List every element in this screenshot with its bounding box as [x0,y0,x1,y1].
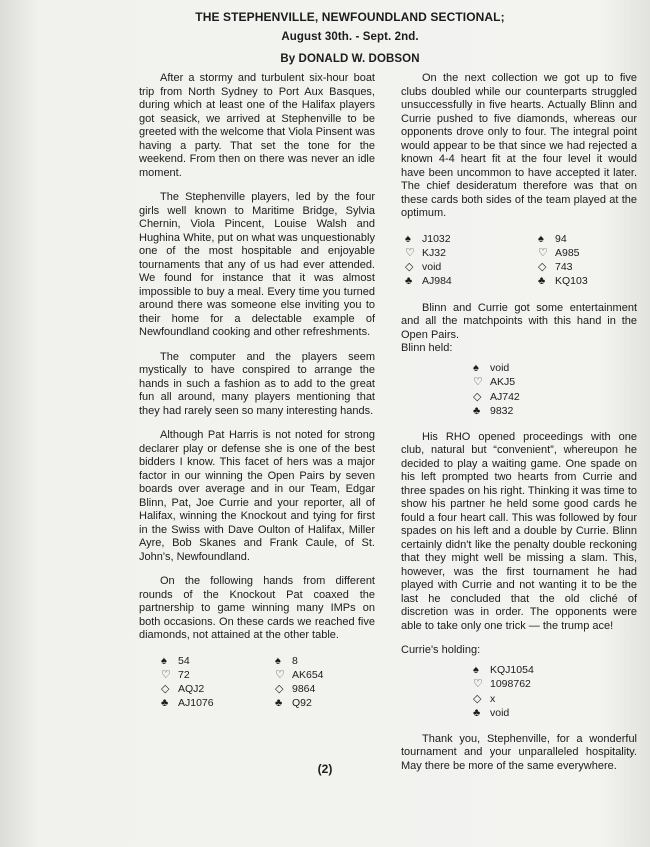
paragraph: The Stephenville players, led by the four girls well known to Maritime Bridge, Sylvia Chernin, Viola Pincent, Louise Walsh and Hughina White, put on what was unquestionably one of the most hospitable and enjoyable tournaments that any of us had ever attended. We found for instance that it was almost impossible to buy a meal. Every time you turned around there was someone else inviting you to their home for a delectable example of Newfoundland cooking and other refreshments. [139,191,375,338]
spade-icon: ♠ [473,361,479,374]
bridge-hand-east [275,654,324,710]
diamond-icon: ◇ [538,260,547,273]
diamonds-holding: x [490,692,496,705]
club-icon: ♣ [473,707,481,719]
blinn-label: Blinn held: [401,342,453,354]
spades-holding: 54 [178,654,190,667]
spades-holding: 8 [292,654,298,667]
paragraph: On the next collection we got up to five clubs doubled while our counterparts struggled unsuccessfully in five hearts. Actually Blinn and Currie pushed to five diamonds, whereas our opponents drove only to four. The integral point would appear to be that since we had rejected a known 4-4 heart fit at the four level it would have been uncommon to have accepted it later. The chief desideratum therefore was that on these cards both sides of the team played at the optimum. [401,72,637,219]
clubs-holding: AJ984 [422,274,452,287]
hand-diagram-pair [401,232,637,292]
heart-icon: ♡ [473,376,483,388]
heart-icon: ♡ [161,668,171,681]
clubs-holding: 9832 [490,405,514,417]
diamond-icon: ◇ [473,390,482,403]
paragraph: Thank you, Stephenville, for a wonderful tournament and your unparalleled hospitality. May there be more of the same everywhere. [401,732,637,772]
diamonds-holding: 743 [555,260,573,273]
heart-icon: ♡ [275,668,285,681]
hand-diagram-pair [139,654,375,714]
currie-label: Currie's holding: [401,644,481,656]
diamonds-holding: AJ742 [490,390,520,403]
page-number: (2) [317,762,333,776]
bridge-hand-east [538,232,588,288]
bridge-hand-blinn [473,361,637,419]
hearts-holding: 1098762 [490,678,531,690]
hearts-holding: AKJ5 [490,376,516,388]
clubs-holding: void [490,707,510,719]
spade-icon: ♠ [473,663,479,676]
hearts-holding: 72 [178,668,190,681]
spades-holding: KQJ1054 [490,663,534,676]
hearts-holding: KJ32 [422,246,446,259]
spades-holding: 94 [555,232,567,245]
article-dates: August 30th. - Sept. 2nd. [281,31,419,43]
article-byline: By DONALD W. DOBSON [280,53,420,65]
paragraph: Blinn and Currie got some entertainment and all the matchpoints with this hand in the Open Pairs. [401,301,637,341]
hearts-holding: AK654 [292,668,324,681]
spade-icon: ♠ [275,654,281,667]
bridge-hand-west [161,654,214,710]
spades-holding: void [490,361,510,374]
hearts-holding: A985 [555,246,580,259]
club-icon: ♣ [473,405,481,417]
spades-holding: J1032 [422,232,451,245]
club-icon: ♣ [275,696,283,709]
spade-icon: ♠ [538,232,544,245]
paragraph: The computer and the players seem mystically to have conspired to arrange the hands in such a fashion as to add to the great fun all around, many players mentioning that they had rarely seen so many interesting hands. [139,350,375,417]
left-column [139,72,375,724]
paragraph: His RHO opened proceedings with one club, natural but “convenient”, whereupon he decided to play a waiting game. One spade on his left prompted two hearts from Currie and three spades on his right. Thinking it was time to show his partner he held some good cards he fould a four heart call. This was followed by four spades on his left and a double by Currie. Blinn certainly didn't like the penalty double reckoning that they might well be missing a slam. This, however, was the first tournament he had played with Currie and not wanting it to be the last he concluded that the old cliché of discretion was in order. The opponents were able to take only one trick — the trump ace! [401,430,637,632]
paragraph: On the following hands from different rounds of the Knockout Pat coaxed the partnership to game winning many IMPs on both occasions. On these cards we reached five diamonds, not attained at the other table. [139,575,375,641]
diamond-icon: ◇ [405,260,414,273]
spade-icon: ♠ [405,232,411,245]
club-icon: ♣ [161,696,169,709]
bridge-hand-currie [473,663,637,721]
right-column [401,72,637,784]
heart-icon: ♡ [473,678,483,690]
clubs-holding: AJ1076 [178,696,214,709]
diamond-icon: ◇ [275,682,284,695]
spade-icon: ♠ [161,654,167,667]
clubs-holding: KQ103 [555,274,588,287]
heart-icon: ♡ [538,246,548,259]
heart-icon: ♡ [405,246,415,259]
diamonds-holding: 9864 [292,682,316,695]
diamonds-holding: AQJ2 [178,682,205,695]
diamond-icon: ◇ [161,682,170,695]
article-title: THE STEPHENVILLE, NEWFOUNDLAND SECTIONAL; [195,10,505,24]
diamonds-holding: void [422,260,442,273]
diamond-icon: ◇ [473,692,482,705]
club-icon: ♣ [538,274,546,287]
bridge-hand-west [405,232,452,288]
clubs-holding: Q92 [292,696,312,709]
club-icon: ♣ [405,274,413,287]
paragraph: After a stormy and turbulent six-hour boat trip from North Sydney to Port Aux Basques, during which at least one of the Halifax players got seasick, we arrived at Stephenville to be greeted with the welcome that Viola Pinsent was having a party. That set the tone for the weekend. From then on there was never an idle moment. [139,72,375,179]
paragraph: Although Pat Harris is not noted for strong declarer play or defense she is one of the best bidders I know. This facet of hers was a major factor in our winning the Open Pairs by seven boards over average and in our Team, Edgar Blinn, Pat, Joe Currie and your reporter, all of Halifax, winning the Knockout and tying for first in the Swiss with Dave Oulton of Halifax, Miller Ayre, Bob Skanes and Frank Caule, of St. John's, Newfoundland. [139,429,375,563]
